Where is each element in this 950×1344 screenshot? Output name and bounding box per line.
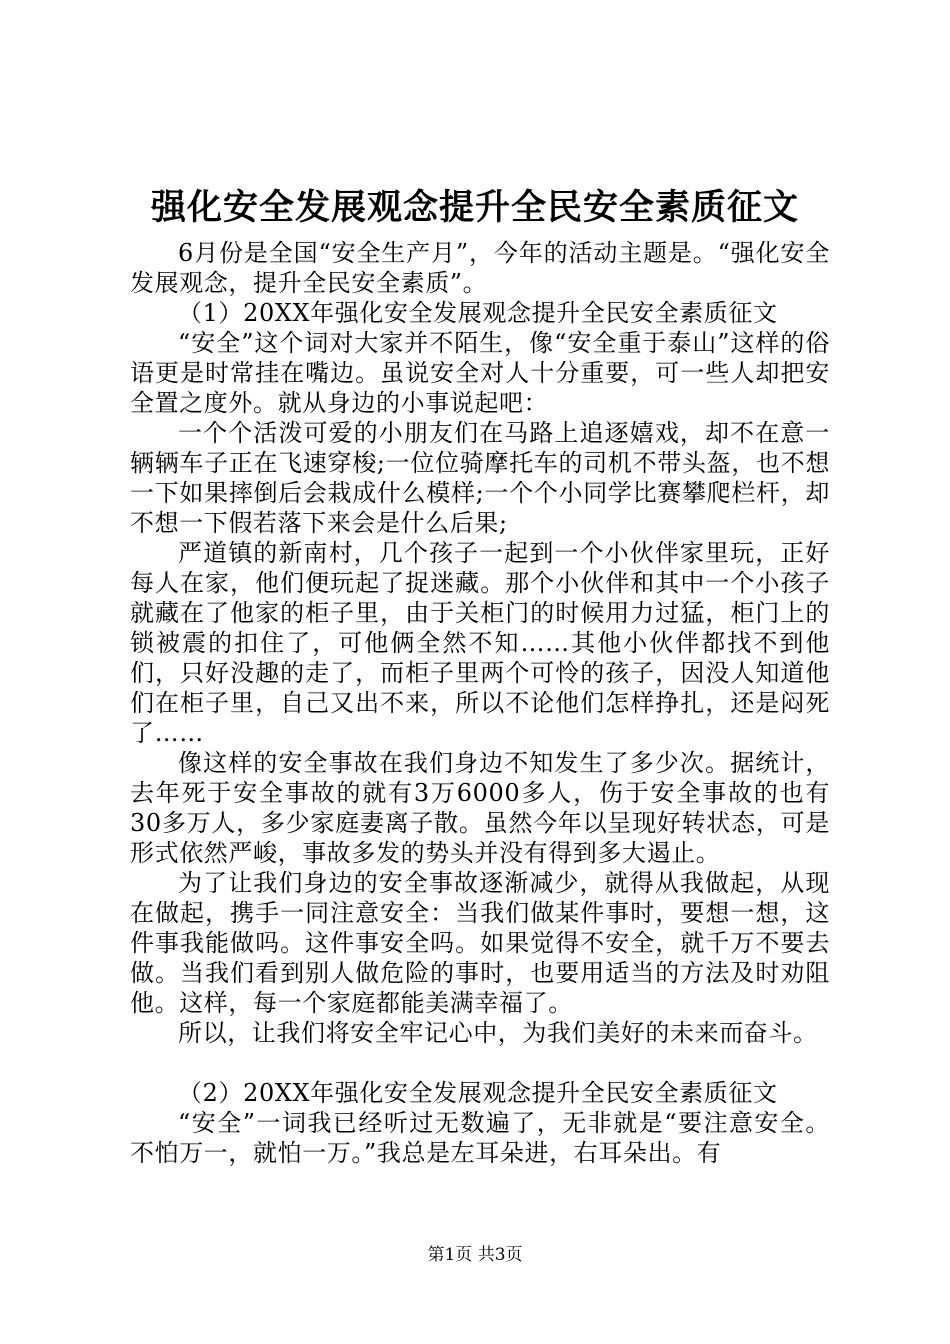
- section-1-paragraph: 严道镇的新南村，几个孩子一起到一个小伙伴家里玩，正好每人在家，他们便玩起了捉迷藏。那个小伙伴和其中一个小孩子就藏在了他家的柜子里，由于关柜门的时候用力过猛，柜门上的锁被震的扣住了，可他俩全然不知……其他小伙伴都找不到他们，只好没趣的走了，而柜子里两个可怜的孩子，因没人知道他们在柜子里，自己又出不来，所以不论他们怎样挣扎，还是闷死了……: [130, 539, 830, 747]
- section-1-paragraph: 为了让我们身边的安全事故逐渐减少，就得从我做起，从现在做起，携手一同注意安全：当我们做某件事时，要想一想，这件事我能做吗。这件事安全吗。如果觉得不安全，就千万不要去做。当我们看到别人做危险的事时，也要用适当的方法及时劝阻他。这样，每一个家庭都能美满幸福了。: [130, 869, 830, 1017]
- document-body: [130, 238, 830, 1168]
- section-1-paragraph: “安全”这个词对大家并不陌生，像“安全重于泰山”这样的俗语更是时常挂在嘴边。虽说安全对人十分重要，可一些人却把安全置之度外。就从身边的小事说起吧：: [130, 329, 830, 417]
- intro-paragraph: 6月份是全国“安全生产月”，今年的活动主题是。“强化安全发展观念，提升全民安全素质”。: [130, 239, 830, 297]
- page-footer: 第1页 共3页: [427, 1245, 523, 1265]
- section-spacer: [130, 1048, 830, 1078]
- section-1-paragraph: 一个个活泼可爱的小朋友们在马路上追逐嬉戏，却不在意一辆辆车子正在飞速穿梭;一位位骑摩托车的司机不带头盔，也不想一下如果摔倒后会栽成什么模样;一个个小同学比赛攀爬栏杆，却不想一下假若落下来会是什么后果;: [130, 419, 830, 537]
- section-2-paragraph: “安全”一词我已经听过无数遍了，无非就是“要注意安全。不怕万一，就怕一万。”我总是左耳朵进，右耳朵出。有: [130, 1109, 830, 1167]
- section-1-paragraph: 像这样的安全事故在我们身边不知发生了多少次。据统计，去年死于安全事故的就有3万6000多人，伤于安全事故的也有30多万人，多少家庭妻离子散。虽然今年以呈现好转状态，可是形式依然严峻，事故多发的势头并没有得到多大遏止。: [130, 749, 830, 867]
- section-2-heading: （2）20XX年强化安全发展观念提升全民安全素质征文: [178, 1079, 778, 1107]
- section-1-paragraph: 所以，让我们将安全牢记心中，为我们美好的未来而奋斗。: [178, 1019, 818, 1047]
- section-1-heading: （1）20XX年强化安全发展观念提升全民安全素质征文: [178, 299, 778, 327]
- document-title: 强化安全发展观念提升全民安全素质征文: [150, 187, 799, 228]
